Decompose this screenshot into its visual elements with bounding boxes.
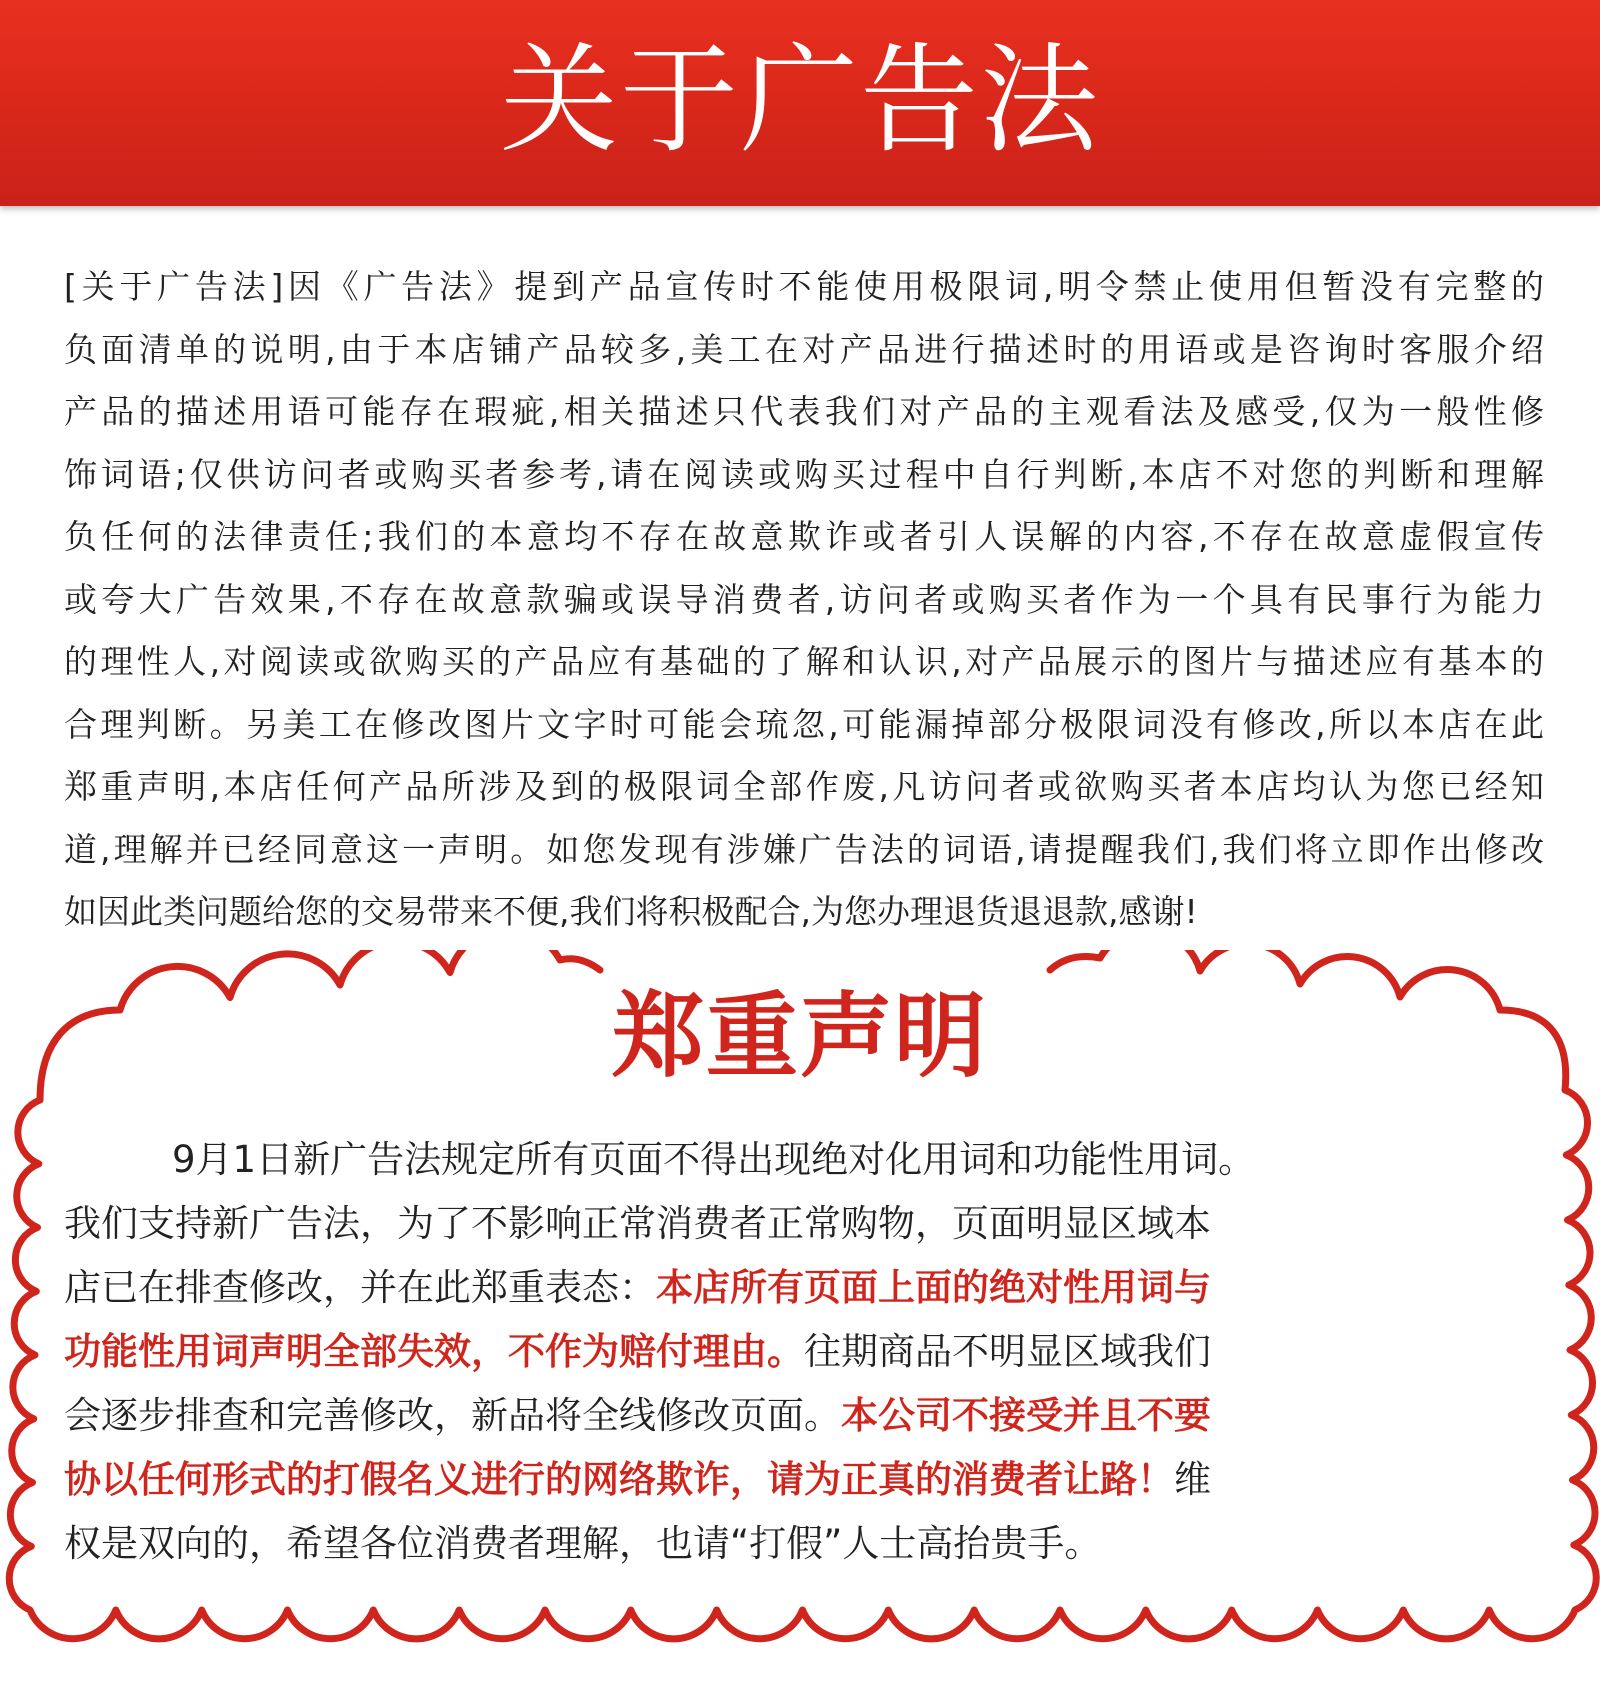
law-notice-line: 或夸大广告效果,不存在故意款骗或误导消费者,访问者或购买者作为一个具有民事行为能力: [64, 579, 1544, 619]
declaration-text: 店已在排查修改，并在此郑重表态：: [64, 1266, 656, 1309]
declaration-text: 会逐步排查和完善修改，新品将全线修改页面。: [64, 1394, 841, 1437]
declaration-line: [64, 1256, 1544, 1320]
law-notice-line: 产品的描述用语可能存在瑕疵,相关描述只代表我们对产品的主观看法及感受,仅为一般性修: [64, 392, 1544, 431]
declaration-paragraph: [64, 1128, 1544, 1576]
declaration-highlight: 本店所有页面上面的绝对性用词与: [656, 1266, 1211, 1309]
declaration-highlight: 功能性用词声明全部失效，不作为赔付理由。: [64, 1330, 804, 1373]
declaration-highlight: 本公司不接受并且不要: [841, 1394, 1211, 1437]
declaration-title: 郑重声明: [611, 983, 988, 1090]
banner-title: 关于广告法: [499, 31, 1100, 169]
law-notice-line: [关于广告法]因《广告法》提到产品宣传时不能使用极限词,明令禁止使用但暂没有完整的: [64, 267, 1544, 306]
declaration-line: 权是双向的，希望各位消费者理解，也请“打假”人士高抬贵手。: [64, 1522, 1102, 1565]
declaration-highlight: 协以任何形式的打假名义进行的网络欺诈，请为正真的消费者让路！: [64, 1458, 1174, 1501]
law-notice-line: 合理判断。另美工在修改图片文字时可能会琉忽,可能漏掉部分极限词没有修改,所以本店在此: [64, 704, 1544, 744]
law-notice-line: 的理性人,对阅读或欲购买的产品应有基础的了解和认识,对产品展示的图片与描述应有基本的: [64, 642, 1544, 681]
declaration-text: 维: [1174, 1458, 1211, 1501]
law-notice-line: 如因此类问题给您的交易带来不便,我们将积极配合,为您办理退货退退款,感谢!: [64, 892, 1198, 931]
declaration-line: [64, 1384, 1544, 1448]
law-notice-line: 道,理解并已经同意这一声明。如您发现有涉嫌广告法的词语,请提醒我们,我们将立即作出修改: [64, 829, 1544, 869]
law-notice-line: 负面清单的说明,由于本店铺产品较多,美工在对产品进行描述时的用语或是咨询时客服介绍: [64, 329, 1544, 369]
law-notice-line: 郑重声明,本店任何产品所涉及到的极限词全部作废,凡访问者或欲购买者本店均认为您已经知: [64, 767, 1544, 806]
header-banner: [0, 0, 1600, 206]
law-notice-paragraph: [64, 256, 1544, 944]
law-notice-line: 负任何的法律责任;我们的本意均不存在故意欺诈或者引人误解的内容,不存在故意虚假宣传: [64, 517, 1544, 556]
declaration-line: 我们支持新广告法，为了不影响正常消费者正常购物，页面明显区域本: [64, 1202, 1211, 1245]
declaration-text: 往期商品不明显区域我们: [804, 1330, 1211, 1373]
law-notice-line: 饰词语;仅供访问者或购买者参考,请在阅读或购买过程中自行判断,本店不对您的判断和理解: [64, 454, 1544, 494]
declaration-line: [64, 1320, 1544, 1384]
declaration-line: 9月1日新广告法规定所有页面不得出现绝对化用词和功能性用词。: [172, 1138, 1256, 1181]
declaration-line: [64, 1448, 1544, 1512]
